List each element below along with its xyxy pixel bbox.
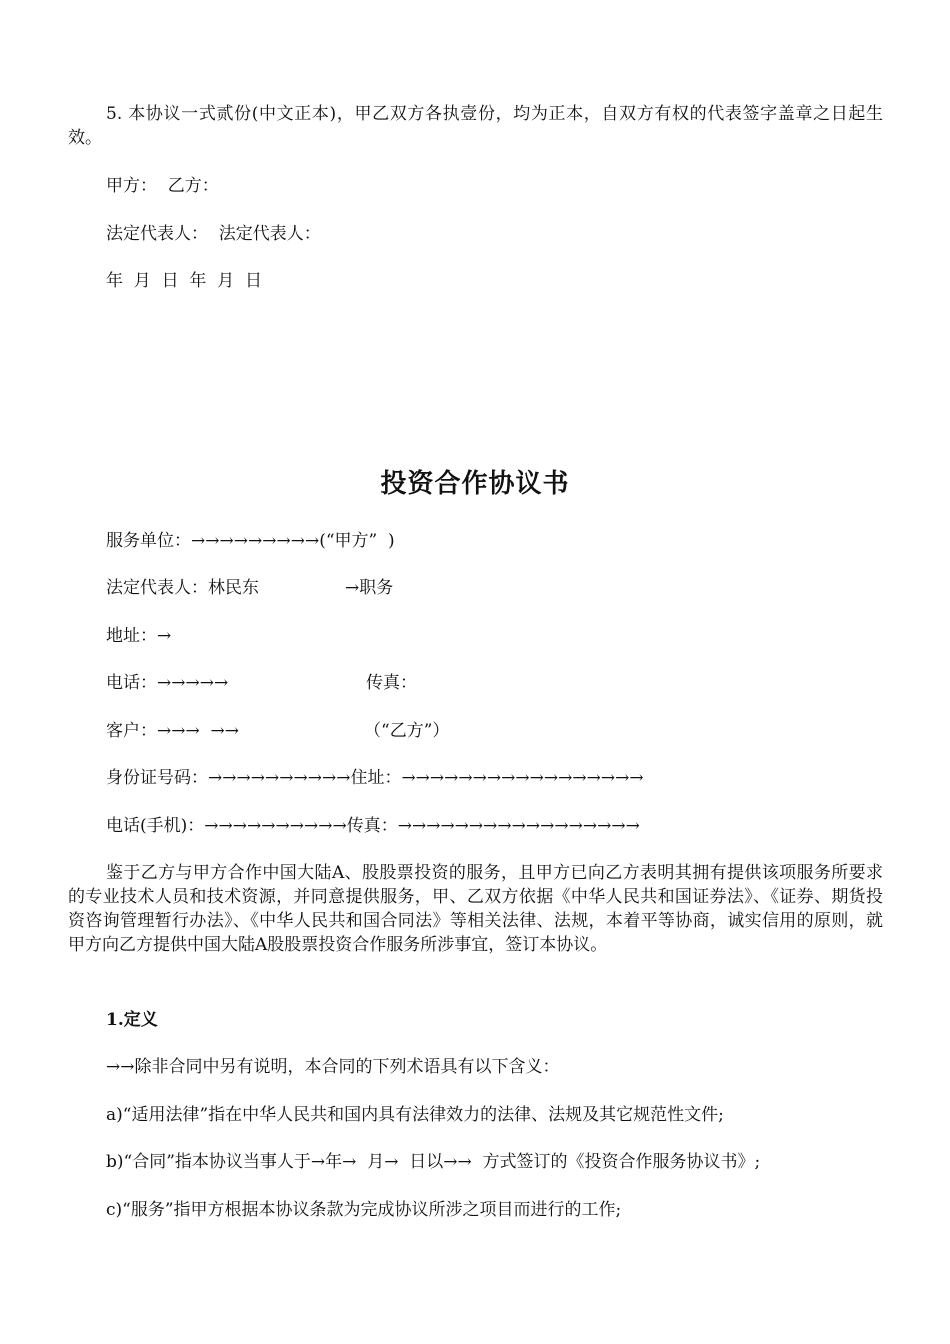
party-b-id-address: 身份证号码：→→→→→→→→→→住址：→→→→→→→→→→→→→→→→→ (106, 768, 644, 788)
party-a-position: →职务 (345, 578, 394, 598)
definition-a: a)“适用法律”指在中华人民共和国内具有法律效力的法律、法规及其它规范性文件; (106, 1105, 724, 1125)
definition-c: c)“服务”指甲方根据本协议条款为完成协议所涉之项目而进行的工作; (106, 1200, 622, 1220)
party-b-phone-fax: 电话(手机)：→→→→→→→→→→传真：→→→→→→→→→→→→→→→→→ (106, 816, 640, 836)
document-title: 投资合作协议书 (380, 469, 570, 499)
party-a-representative: 法定代表人：林民东 (106, 578, 259, 598)
signature-parties: 甲方： 乙方： (106, 176, 219, 196)
definition-b: b)“合同”指本协议当事人于→年→ 月→ 日以→→ 方式签订的《投资合作服务协议书》; (106, 1152, 761, 1172)
section-1-heading: 1.定义 (106, 1010, 158, 1030)
party-a-phone: 电话：→→→→→ (106, 673, 229, 693)
party-b-client: 客户：→→→ →→ (106, 721, 240, 741)
party-b-tag: （“乙方”） (364, 721, 450, 741)
party-a-fax: 传真： (366, 673, 417, 693)
party-a-unit: 服务单位：→→→→→→→→→(“甲方” ) (106, 531, 395, 551)
signature-representatives: 法定代表人： 法定代表人： (106, 224, 321, 244)
preamble-paragraph: 鉴于乙方与甲方合作中国大陆A、股股票投资的服务，且甲方已向乙方表明其拥有提供该项服务所要求的专业技术人员和技术资源，并同意提供服务，甲、乙双方依据《中华人民共和国证券法》、《证券、期货投资咨询管理暂行办法》、《中华人民共和国合同法》等相关法律、法规，本着平等协商，诚实信用的原则，就甲方向乙方提供中国大陆A股股票投资合作服务所涉事宜，签订本协议。 (68, 863, 883, 955)
section-1-intro: →→除非合同中另有说明，本合同的下列术语具有以下含义： (106, 1057, 560, 1077)
party-a-address: 地址：→ (106, 626, 172, 646)
signature-dates: 年 月 日 年 月 日 (106, 271, 263, 291)
clause-5: 5. 本协议一式贰份(中文正本)，甲乙双方各执壹份，均为正本，自双方有权的代表签字盖章之日起生效。 (68, 104, 883, 148)
